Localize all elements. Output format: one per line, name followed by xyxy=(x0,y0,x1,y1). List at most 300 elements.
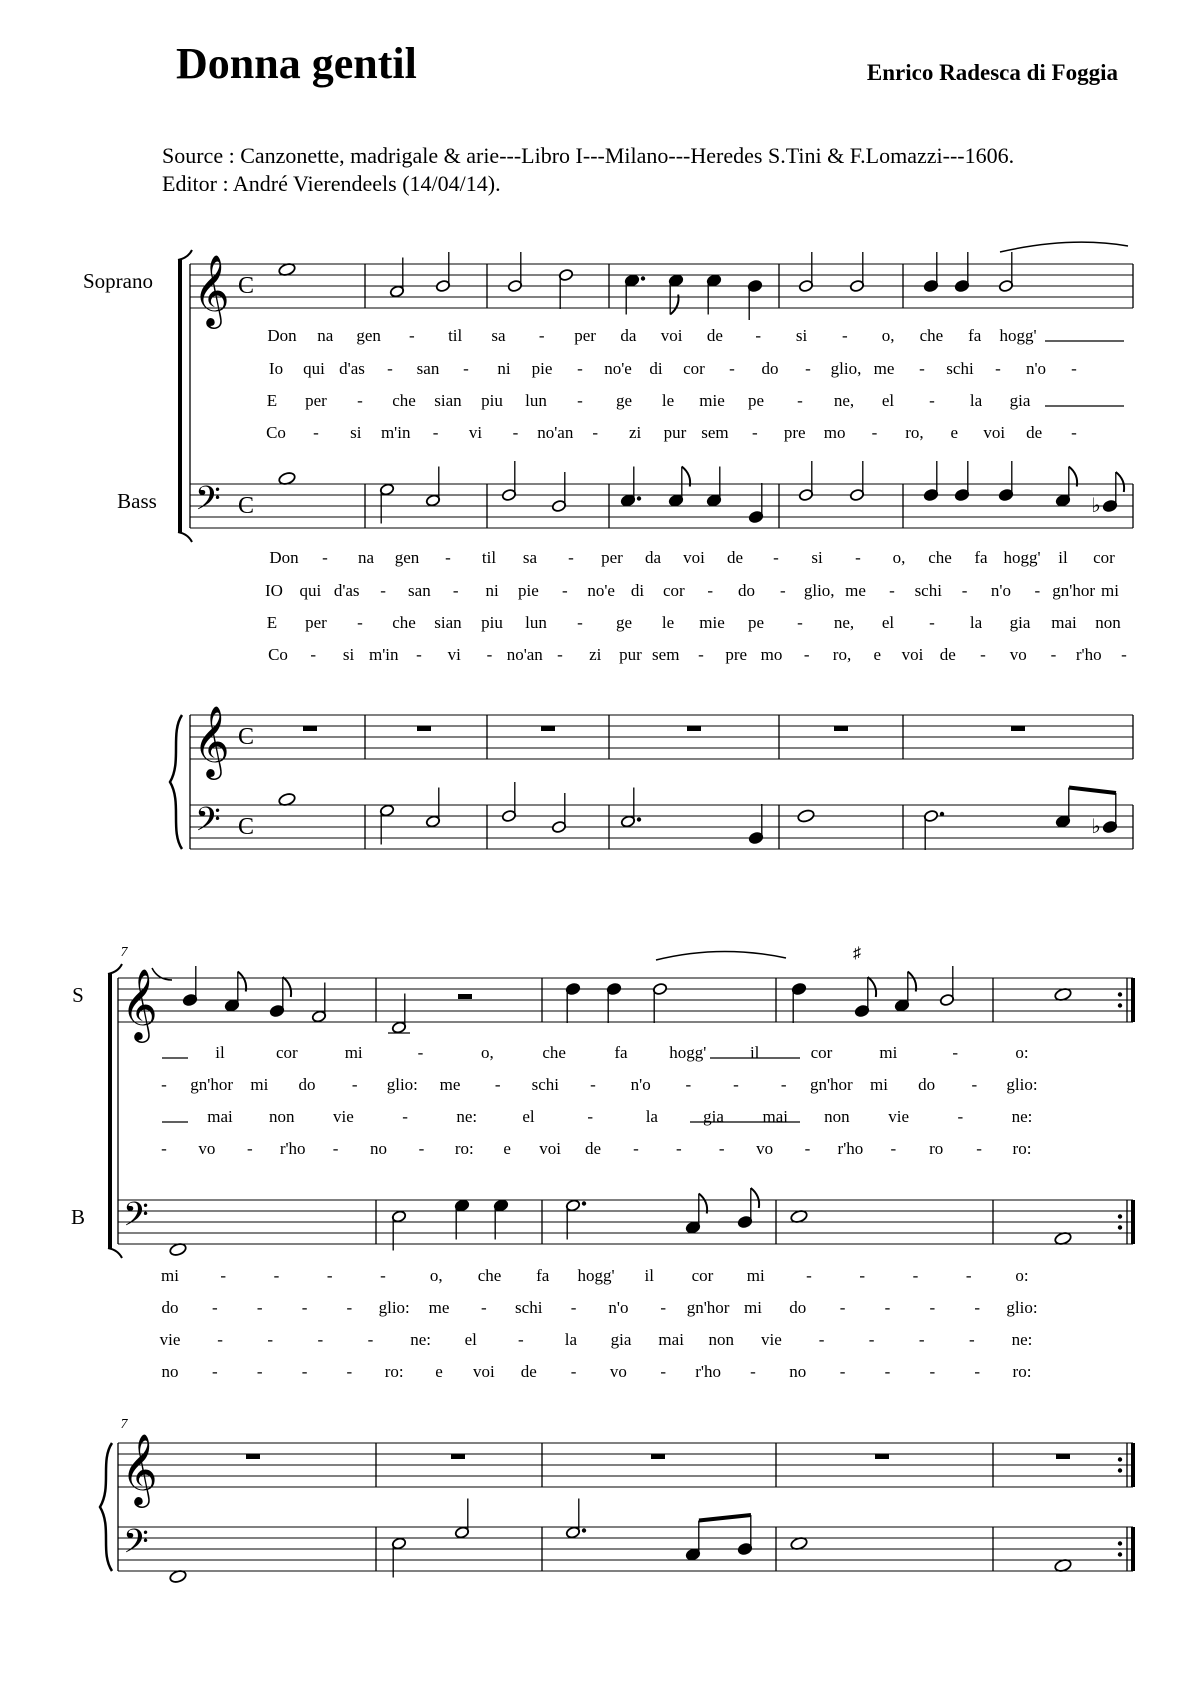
bass-lyric: d'as xyxy=(333,581,360,600)
bass-lyric: - xyxy=(570,1298,577,1317)
soprano-lyric: fa xyxy=(968,326,982,345)
bass-lyric: - xyxy=(750,1362,756,1381)
bass-lyric: hogg' xyxy=(1003,548,1041,567)
bass-lyric: le xyxy=(661,613,675,632)
note-dot xyxy=(637,817,641,821)
bass-lyric: me xyxy=(428,1298,450,1317)
bass-lyric: de xyxy=(939,645,956,664)
soprano-lyric: ne, xyxy=(833,391,855,410)
soprano-lyric: - xyxy=(995,359,1001,378)
bass-lyric: mi xyxy=(743,1298,762,1317)
bass-lyric: schi xyxy=(515,1298,543,1317)
soprano-lyric: - xyxy=(780,1075,787,1094)
soprano-lyric: - xyxy=(402,1107,408,1126)
staff xyxy=(118,1527,1133,1571)
bracket-hook xyxy=(108,964,122,974)
bass-lyric: - xyxy=(301,1362,308,1381)
bass-lyric: o, xyxy=(892,548,906,567)
time-signature: C xyxy=(237,724,255,750)
soprano-lyric: Co xyxy=(266,423,286,442)
soprano-lyric: le xyxy=(661,391,675,410)
bass-lyric: de xyxy=(520,1362,537,1381)
bass-lyric: - xyxy=(322,548,328,567)
bass-lyric: Co xyxy=(268,645,288,664)
soprano-lyric: per xyxy=(574,326,596,345)
bass-lyric: - xyxy=(367,1330,374,1349)
bass-lyric: cor xyxy=(691,1266,714,1285)
whole-rest-icon xyxy=(303,726,317,731)
note-dot xyxy=(641,276,645,280)
bass-lyric: - xyxy=(1121,645,1127,664)
bass-lyric: no xyxy=(789,1362,807,1381)
bass-lyric: - xyxy=(929,1298,936,1317)
repeat-dot xyxy=(1118,1552,1122,1556)
editor-line: Editor : André Vierendeels (14/04/14). xyxy=(162,171,501,196)
soprano-lyric: che xyxy=(919,326,944,345)
soprano-lyric: ni xyxy=(497,359,511,378)
soprano-lyric: - xyxy=(387,359,393,378)
time-signature: C xyxy=(237,273,255,299)
soprano-lyric: gn'hor xyxy=(809,1075,853,1094)
bass-lyric: ne: xyxy=(410,1330,431,1349)
soprano-lyric: la xyxy=(969,391,983,410)
soprano-lyric: - xyxy=(409,326,415,345)
bass-lyric: - xyxy=(273,1266,280,1285)
brace-icon xyxy=(100,1443,112,1571)
soprano-lyric: ro xyxy=(929,1139,944,1158)
soprano-lyric: ro, xyxy=(905,423,924,442)
bracket-hook xyxy=(108,1248,122,1258)
bass-lyric: che xyxy=(928,548,952,567)
bass-lyric: qui xyxy=(299,581,322,600)
bass-lyric: no'e xyxy=(587,581,615,600)
composer-name: Enrico Radesca di Foggia xyxy=(866,60,1118,85)
soprano-lyric: vie xyxy=(888,1107,910,1126)
soprano-lyric: ne: xyxy=(456,1107,478,1126)
piece-title: Donna gentil xyxy=(176,39,417,88)
soprano-lyric: che xyxy=(542,1043,566,1062)
bass-lyric: mai xyxy=(658,1330,684,1349)
soprano-lyric: gen xyxy=(356,326,381,345)
bass-lyric: do xyxy=(789,1298,807,1317)
bass-lyric: - xyxy=(357,613,363,632)
treble-clef-icon: 𝄞 xyxy=(121,971,158,1039)
repeat-dot xyxy=(1118,1457,1122,1461)
whole-rest-icon xyxy=(1056,1454,1070,1459)
soprano-lyric: non xyxy=(268,1107,295,1126)
soprano-lyric: si xyxy=(350,423,362,442)
soprano-lyric: - xyxy=(919,359,925,378)
whole-rest-icon xyxy=(541,726,555,731)
whole-rest-icon xyxy=(417,726,431,731)
soprano-lyric: mai xyxy=(762,1107,788,1126)
soprano-lyric: mi xyxy=(879,1043,898,1062)
bass-lyric: el xyxy=(464,1330,477,1349)
soprano-lyric: glio: xyxy=(1006,1075,1038,1094)
bass-lyric: ro, xyxy=(832,645,852,664)
soprano-lyric: Io xyxy=(268,359,284,378)
bass-lyric: do xyxy=(161,1298,179,1317)
bass-lyric: che xyxy=(392,613,416,632)
soprano-lyric: ge xyxy=(615,391,633,410)
bass-lyric: - xyxy=(577,613,583,632)
soprano-lyric: - xyxy=(161,1075,167,1094)
repeat-dot xyxy=(1118,1214,1122,1218)
soprano-lyric: per xyxy=(305,391,327,410)
bass-lyric: - xyxy=(660,1362,667,1381)
bass-lyric: - xyxy=(929,1362,936,1381)
soprano-lyric: - xyxy=(432,423,439,442)
bass-lyric: fa xyxy=(536,1266,550,1285)
bass-lyric: vie xyxy=(159,1330,181,1349)
soprano-lyric: no'e xyxy=(604,359,632,378)
bass-lyric: - xyxy=(707,581,714,600)
bass-clef-icon: 𝄢 xyxy=(123,1523,149,1568)
bass-lyric: - xyxy=(310,645,317,664)
soprano-lyric: cor xyxy=(275,1043,298,1062)
staff xyxy=(190,484,1133,528)
soprano-lyric: - xyxy=(733,1075,739,1094)
bass-lyric: sa xyxy=(522,548,538,567)
soprano-lyric: mi xyxy=(870,1075,888,1094)
bass-lyric: piu xyxy=(481,613,503,632)
bass-lyric: - xyxy=(317,1330,324,1349)
soprano-lyric: - xyxy=(587,1107,593,1126)
bass-lyric: da xyxy=(644,548,662,567)
bass-lyric: - xyxy=(773,548,779,567)
soprano-lyric: - xyxy=(332,1139,339,1158)
bass-lyric: voi xyxy=(901,645,924,664)
bass-lyric: voi xyxy=(683,548,705,567)
bass-lyric: - xyxy=(1034,581,1041,600)
bass-lyric: - xyxy=(212,1362,218,1381)
bass-lyric: de xyxy=(726,548,744,567)
bass-lyric: - xyxy=(868,1330,875,1349)
bass-lyric: e xyxy=(873,645,882,664)
soprano-lyric: - xyxy=(494,1075,501,1094)
soprano-lyric: cor xyxy=(810,1043,833,1062)
bass-lyric: pur xyxy=(619,645,642,664)
soprano-lyric: mie xyxy=(699,391,725,410)
soprano-lyric: - xyxy=(417,1043,424,1062)
soprano-lyric: mi xyxy=(250,1075,269,1094)
soprano-lyric: - xyxy=(313,423,319,442)
soprano-lyric: do xyxy=(298,1075,316,1094)
bass-lyric: - xyxy=(301,1298,308,1317)
whole-rest-icon xyxy=(451,1454,465,1459)
bass-lyric: di xyxy=(630,581,645,600)
soprano-lyric: - xyxy=(729,359,735,378)
bass-lyric: n'o xyxy=(990,581,1011,600)
bass-lyric: sian xyxy=(434,613,462,632)
bass-lyric: m'in xyxy=(368,645,399,664)
soprano-lyric: na xyxy=(317,326,334,345)
bass-lyric: gn'hor xyxy=(686,1298,730,1317)
bass-lyric: r'ho xyxy=(695,1362,721,1381)
soprano-lyric: ne: xyxy=(1011,1107,1033,1126)
soprano-lyric: qui xyxy=(303,359,325,378)
soprano-lyric: - xyxy=(957,1107,964,1126)
soprano-lyric: si xyxy=(795,326,808,345)
bass-lyric: el xyxy=(881,613,895,632)
staff xyxy=(118,1200,1133,1244)
bass-lyric: - xyxy=(965,1266,972,1285)
soprano-lyric: vo xyxy=(756,1139,774,1158)
soprano-lyric: sem xyxy=(701,423,729,442)
bass-lyric: - xyxy=(517,1330,524,1349)
note-dot xyxy=(637,496,641,500)
bass-lyric: - xyxy=(660,1298,667,1317)
bass-lyric: vi xyxy=(447,645,461,664)
soprano-lyric: mo xyxy=(823,423,846,442)
bass-lyric: - xyxy=(486,645,493,664)
soprano-lyric: no'an xyxy=(537,423,574,442)
note-dot xyxy=(582,1528,586,1532)
soprano-lyric: pur xyxy=(663,423,687,442)
soprano-lyric: - xyxy=(592,423,599,442)
bass-lyric: cor xyxy=(1093,548,1115,567)
soprano-lyric: gia xyxy=(1009,391,1031,410)
bass-lyric: gia xyxy=(610,1330,632,1349)
soprano-lyric: da xyxy=(620,326,637,345)
soprano-lyric: - xyxy=(929,391,935,410)
soprano-lyric: - xyxy=(1071,423,1077,442)
soprano-label: S xyxy=(72,983,84,1007)
time-signature: C xyxy=(237,814,255,840)
soprano-lyric: e xyxy=(503,1139,511,1158)
soprano-lyric: pre xyxy=(783,423,806,442)
bass-lyric: fa xyxy=(974,548,988,567)
whole-rest-icon xyxy=(875,1454,889,1459)
bass-lyric: sem xyxy=(652,645,680,664)
soprano-label: Soprano xyxy=(83,269,153,293)
bass-lyric: - xyxy=(855,548,861,567)
soprano-lyric: vi xyxy=(468,423,483,442)
sharp-icon: ♯ xyxy=(853,945,861,962)
soprano-lyric: do xyxy=(761,359,779,378)
bracket-hook xyxy=(178,532,192,542)
repeat-dot xyxy=(1118,1003,1122,1007)
bass-lyric: - xyxy=(217,1330,223,1349)
bass-lyric: - xyxy=(884,1298,891,1317)
bass-lyric: - xyxy=(884,1362,891,1381)
bass-lyric: - xyxy=(839,1298,846,1317)
bass-lyric: ro: xyxy=(1012,1362,1032,1381)
soprano-lyric: mai xyxy=(207,1107,233,1126)
soprano-lyric: glio: xyxy=(386,1075,418,1094)
whole-rest-icon xyxy=(458,994,472,999)
bass-lyric: - xyxy=(445,548,451,567)
bass-lyric: - xyxy=(380,1266,386,1285)
bass-lyric: E xyxy=(266,613,278,632)
soprano-lyric: schi xyxy=(531,1075,560,1094)
soprano-lyric: vie xyxy=(332,1107,354,1126)
bass-lyric: il xyxy=(1058,548,1068,567)
soprano-lyric: - xyxy=(890,1139,897,1158)
soprano-lyric: hogg' xyxy=(669,1043,707,1062)
bass-lyric: Don xyxy=(269,548,299,567)
bass-lyric: - xyxy=(918,1330,925,1349)
soprano-lyric: - xyxy=(871,423,878,442)
bass-lyric: il xyxy=(644,1266,654,1285)
bass-lyric: no'an xyxy=(506,645,543,664)
staff xyxy=(118,978,1133,1022)
bass-lyric: - xyxy=(346,1298,353,1317)
bass-lyric: lun xyxy=(525,613,547,632)
bass-lyric: - xyxy=(803,645,810,664)
soprano-lyric: - xyxy=(755,326,762,345)
bracket-hook xyxy=(178,250,192,260)
bass-lyric: - xyxy=(780,581,786,600)
bass-lyric: ge xyxy=(615,613,633,632)
bass-lyric: gn'hor xyxy=(1052,581,1096,600)
soprano-lyric: - xyxy=(590,1075,596,1094)
measure-number: 7 xyxy=(120,945,128,960)
bass-lyric: che xyxy=(477,1266,502,1285)
soprano-lyric: me xyxy=(439,1075,461,1094)
bass-lyric: - xyxy=(561,581,568,600)
soprano-lyric: sa xyxy=(491,326,506,345)
bass-lyric: cor xyxy=(662,581,685,600)
bass-lyric: - xyxy=(212,1298,218,1317)
soprano-lyric: di xyxy=(649,359,663,378)
soprano-lyric: - xyxy=(971,1075,978,1094)
soprano-lyric: zi xyxy=(628,423,642,442)
soprano-lyric: voi xyxy=(660,326,683,345)
tie xyxy=(1000,242,1128,252)
soprano-lyric: o: xyxy=(1015,1043,1029,1062)
soprano-lyric: d'as xyxy=(339,359,365,378)
bass-lyric: schi xyxy=(914,581,942,600)
bass-lyric: - xyxy=(839,1362,846,1381)
brace-icon xyxy=(170,715,182,849)
bass-lyric: vie xyxy=(761,1330,782,1349)
repeat-dot xyxy=(1118,1468,1122,1472)
bass-lyric: IO xyxy=(265,581,283,600)
bass-lyric: - xyxy=(326,1266,333,1285)
bass-lyric: la xyxy=(969,613,983,632)
soprano-lyric: piu xyxy=(481,391,503,410)
bass-lyric: mie xyxy=(699,613,725,632)
bass-lyric: na xyxy=(357,548,375,567)
soprano-lyric: - xyxy=(841,326,848,345)
bass-clef-icon: 𝄢 xyxy=(123,1196,149,1241)
soprano-lyric: - xyxy=(463,359,469,378)
soprano-lyric: che xyxy=(392,391,416,410)
bass-lyric: o: xyxy=(1015,1266,1029,1285)
bass-lyric: mi xyxy=(161,1266,179,1285)
staff xyxy=(190,715,1133,759)
soprano-lyric: hogg' xyxy=(999,326,1037,345)
bass-lyric: glio, xyxy=(803,581,835,600)
soprano-lyric: - xyxy=(577,359,583,378)
soprano-lyric: de xyxy=(1026,423,1043,442)
soprano-lyric: Don xyxy=(267,326,297,345)
soprano-lyric: - xyxy=(804,1139,811,1158)
bass-lyric: gia xyxy=(1009,613,1031,632)
soprano-lyric: r'ho xyxy=(837,1139,864,1158)
note-dot xyxy=(582,1201,586,1205)
soprano-lyric: el xyxy=(881,391,895,410)
note-flag xyxy=(751,1188,759,1208)
bass-lyric: vo xyxy=(1009,645,1027,664)
bass-lyric: ni xyxy=(485,581,499,600)
bass-lyric: - xyxy=(416,645,422,664)
tie xyxy=(656,951,786,960)
soprano-lyric: voi xyxy=(539,1139,561,1158)
bass-lyric: voi xyxy=(473,1362,495,1381)
bass-label: Bass xyxy=(117,489,157,513)
soprano-lyric: vo xyxy=(198,1139,216,1158)
bass-lyric: per xyxy=(305,613,327,632)
note-flag xyxy=(283,977,291,997)
soprano-lyric: m'in xyxy=(380,423,411,442)
soprano-lyric: e xyxy=(950,423,959,442)
bass-lyric: - xyxy=(570,1362,577,1381)
bass-lyric: - xyxy=(346,1362,353,1381)
soprano-lyric: - xyxy=(797,391,803,410)
soprano-lyric: de xyxy=(706,326,723,345)
time-signature: C xyxy=(237,493,255,519)
soprano-lyric: glio, xyxy=(830,359,862,378)
bass-lyric: - xyxy=(481,1298,487,1317)
bass-lyric: - xyxy=(797,613,803,632)
whole-rest-icon xyxy=(246,1454,260,1459)
soprano-lyric: non xyxy=(824,1107,850,1126)
bass-lyric: - xyxy=(806,1266,812,1285)
bass-lyric: - xyxy=(912,1266,919,1285)
soprano-lyric: la xyxy=(645,1107,658,1126)
whole-rest-icon xyxy=(651,1454,665,1459)
bass-clef-icon: 𝄢 xyxy=(195,801,221,846)
bass-lyric: la xyxy=(564,1330,578,1349)
soprano-lyric: - xyxy=(751,423,758,442)
soprano-lyric: ro: xyxy=(454,1139,474,1158)
soprano-lyric: voi xyxy=(983,423,1006,442)
soprano-lyric: el xyxy=(522,1107,535,1126)
soprano-lyric: no xyxy=(370,1139,387,1158)
note-dot xyxy=(940,812,944,816)
bass-lyric: - xyxy=(969,1330,975,1349)
soprano-lyric: pe xyxy=(747,391,765,410)
whole-rest-icon xyxy=(834,726,848,731)
bass-lyric: mai xyxy=(1051,613,1077,632)
soprano-lyric: o, xyxy=(881,326,895,345)
bass-lyric: - xyxy=(698,645,704,664)
bass-lyric: - xyxy=(974,1298,980,1317)
bass-lyric: - xyxy=(974,1362,980,1381)
bass-lyric: hogg' xyxy=(577,1266,615,1285)
bass-lyric: mi xyxy=(1101,581,1119,600)
bass-lyric: - xyxy=(889,581,895,600)
soprano-lyric: il xyxy=(749,1043,760,1062)
bass-lyric: si xyxy=(811,548,823,567)
bass-lyric: non xyxy=(1095,613,1121,632)
treble-clef-icon: 𝄞 xyxy=(193,257,230,325)
soprano-lyric: lun xyxy=(525,391,547,410)
bass-lyric: - xyxy=(1050,645,1057,664)
beam xyxy=(1069,788,1116,794)
soprano-lyric: - xyxy=(351,1075,358,1094)
soprano-lyric: il xyxy=(215,1043,225,1062)
treble-clef-icon: 𝄞 xyxy=(121,1436,158,1504)
treble-clef-icon: 𝄞 xyxy=(193,708,230,776)
bass-lyric: - xyxy=(256,1362,263,1381)
bass-lyric: - xyxy=(452,581,459,600)
bass-lyric: per xyxy=(601,548,623,567)
flat-icon: ♭ xyxy=(1091,495,1101,517)
bass-lyric: - xyxy=(557,645,563,664)
